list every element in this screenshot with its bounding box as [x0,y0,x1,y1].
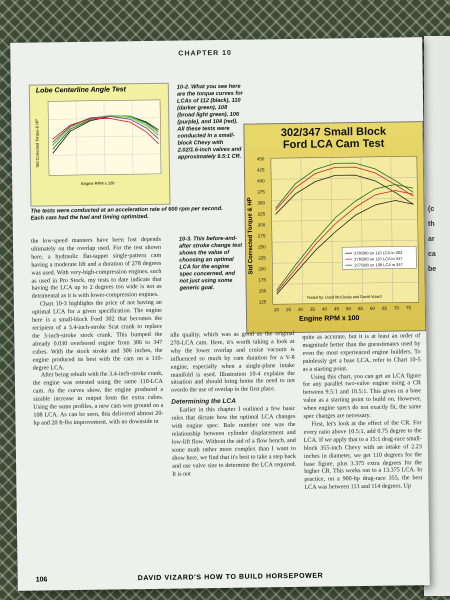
x-tick: 50 [345,306,351,312]
book-title-footer: DAVID VIZARD'S HOW TO BUILD HORSEPOWER [137,572,324,583]
y-tick: 275 [257,233,266,239]
chapter-header: CHAPTER 10 [178,49,232,58]
cam-chart-title-line2: Ford LCA Cam Test [282,137,385,152]
lobe-chart-xlabel: Engine RPM x 100 [81,180,115,186]
figure-10-2-note: The tests were conducted at an acceleration rate of 600 rpm per second. Each cam had the fuel and timing optimized. [30,205,223,222]
legend-entry: 277/280 on 108 LCA in 347 [354,261,403,268]
x-tick: 60 [369,305,375,311]
cam-chart-y-ticks [257,156,267,304]
x-tick: 20 [273,307,279,313]
x-tick: 65 [381,305,387,311]
x-tick: 45 [333,306,339,312]
y-tick: 350 [257,200,266,206]
paragraph: the low-speed manners have been lost depends ultimately on the overlap used. For the test shown here, a hydraulic flat-tappet single-pattern cam having a moderate lift and a duration of 278 degrees was used. With very-high-compression engines, such as used in Pro Stock, my tests to date indicate that having the LCA up to 2 degrees too wide is not as detrimental as it is with lower-compression engines. [30,236,162,300]
section-heading: Determining the LCA [171,398,236,406]
y-tick: 250 [258,244,266,250]
ford-lca-cam-test-chart [243,121,426,333]
paragraph: First, let's look at the effect of the CR. For every ratio above 10.5:1, add 0.75 degree to the LCA. If we apply that to a 15:1 drag-race small-block 355-inch Chevy with an intake of 2.23 inches in diameter, we get 110 degrees for the base figure, plus 3.375 extra degrees for the higher CR. This works out to a 13.375 LCA. In practice, on a 900-hp drag-race 355, the best LCA was between 113 and 114 degrees. Up [303,420,423,492]
lobe-centerline-chart [29,83,171,207]
paragraph: idle quality, which was as good as the original 270-LCA cam. Here, it's worth taking a look at why the lower overlap and cruise vacuum is influenced so much by cam duration for a V-8 engine, especially when a single-plane intake manifold is used. Illustration 10-4 explains the situation and should bring home the need to not overdo the use of overlap in the first place. [170,330,295,395]
y-tick: 175 [258,277,267,283]
y-tick: 300 [257,222,266,228]
paragraph: Using this chart, you can get an LCA figure for any parallel two-valve engine using a CR between 9.5:1 and 10.5:1. This gives us a base value as a starting point to build on. However, when engine specs do not exactly fit, the same spec changes are necessary. [302,372,422,420]
paragraph: quite as accurate, but it is at least an order of magnitude better than the guesstimates used by even the most experienced engine builders. To painlessly get a base LCA, refer to Chart 10-5 as a starting point. [302,333,421,373]
x-tick: 35 [309,306,315,312]
x-tick: 30 [297,306,303,312]
paragraph: Chart 10-3 highlights the price of not having an optimal LCA for a given specification. The engine here is a small-block Ford 302 that becomes the recipient of a 3.4-inch-stroke Scat crank to replace the 3-inch-stroke stock crank. This bumped the already 0.030 overbored engine from 306 to 347 cubes. With the stock stroke and 306 inches, the engine produced its best with the cam on a 110-degree LCA. [31,300,163,372]
legend-entry: 278/280 on 110 LCA in 302 [354,249,403,256]
y-tick: 400 [257,178,265,184]
facing-page-fragment: be [428,266,437,273]
y-tick: 325 [257,211,266,217]
y-tick: 150 [258,288,267,294]
cam-chart-xlabel: Engine RPM x 100 [299,315,360,323]
book-page [10,37,430,591]
paragraph: After being rebuilt with the 3.4-inch-stroke crank, the engine was retested using the same 110-LCA cam. As the curves show, the engine produced a sizable increase in output from the extra cubes. Using the same profiles, a new cam was ground on a 108 LCA. As can be seen, this delivered almost 20-hp and 20 ft-lbs improvement, with no downside in [32,371,164,427]
text-column-3 [302,333,422,493]
cam-chart-plot [245,152,425,332]
y-tick: 450 [256,156,265,162]
facing-page-fragment: ar [428,236,435,243]
cam-chart-ylabel: Std Corrected Torque & HP [247,197,255,275]
y-tick: 225 [258,255,266,261]
cam-chart-credit: Tested by: Lloyd McClusky and David Vizard [306,294,382,300]
x-tick: 75 [405,305,411,311]
facing-page-fragment: th [428,221,435,228]
facing-page-fragment: (c [428,206,435,213]
text-column-1 [31,237,164,429]
facing-page-fragment: ca [428,251,436,258]
figure-10-2-caption: 10-2. What you see here are the torque curves for LCAs of 112 (black), 110 (darker green), 108 (broad light green), 106 (purple), and 104 (red). All these tests were conducted in a small-block Chevy with 2.02/1.6-inch valves and approximately 9.5:1 CR. [176,83,243,161]
lobe-chart-plot [30,94,169,196]
cam-chart-x-ticks [274,305,412,312]
lobe-chart-ylabel: Std Corrected Torque & HP [34,119,40,168]
x-tick: 70 [393,305,399,311]
y-tick: 375 [257,189,265,195]
x-tick: 55 [357,306,363,312]
cam-chart-title-line1: 302/347 Small Block [280,125,387,140]
y-tick: 200 [258,266,266,272]
text-column-2 [170,331,296,479]
page-number: 106 [35,576,48,584]
x-tick: 25 [285,307,291,313]
legend-entry: 278/280 on 110 LCA in 347 [354,255,403,262]
x-tick: 40 [321,306,327,312]
figure-10-3-caption: 10-3. This before-and-after stroke change test shows the value of choosing an optimal LCA for the engine spec concerned, and not just using some generic goal. [178,235,243,292]
lobe-chart-title: Lobe Centerline Angle Test [35,86,127,95]
y-tick: 425 [256,167,265,173]
y-tick: 125 [258,299,267,305]
paragraph: Earlier in this chapter I outlined a few basic rules that dictate how the optimal LCA changes with engine spec. Rule number one was the relationship between cylinder displacement and low-lift flow. Without the aid of a flow bench, and some math rather more complex than I want to show here, we find that it's best to take a step back and use valve size to determine the LCA required. It is not [171,406,297,478]
